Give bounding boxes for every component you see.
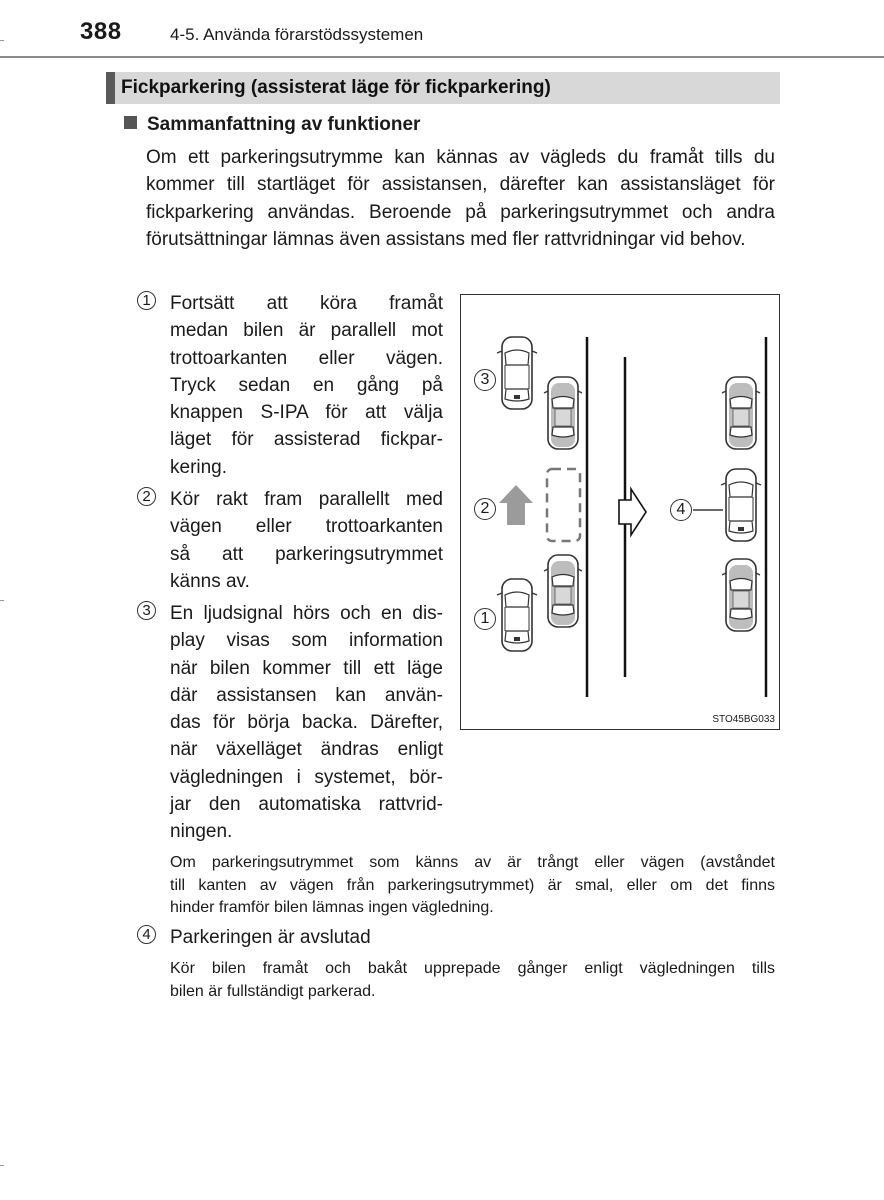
own-car-position-3 xyxy=(497,337,537,409)
forward-arrow-icon xyxy=(499,485,533,525)
parked-car xyxy=(544,377,582,449)
diagram-label-3: 3 xyxy=(474,369,496,391)
step-number-badge: 4 xyxy=(137,925,156,944)
note-step-3: Om parkeringsutrymmet som känns av är trångt eller vägen (avståndet till kanten av vägen från parkeringsutrymmet) är smal, eller om det finns hinder framför bilen lämnas ingen vägledning. xyxy=(170,854,775,916)
step-3-text: En ljudsignal hörs och en dis- play visas som information när bilen kommer till ett läge där assistansen kan använ- das för börja backa. Därefter, när växelläget ändras enligt vägledningen i systemet, bör- jar den automatiska rattvrid- ningen. xyxy=(170,603,443,843)
page-number: 388 xyxy=(80,18,122,45)
summary-heading-text: Sammanfattning av funktioner xyxy=(147,114,421,135)
diagram-label-4: 4 xyxy=(670,499,692,521)
transition-arrow-icon xyxy=(619,489,646,535)
header-rule xyxy=(0,56,884,58)
note-step-4: Kör bilen framåt och bakåt upprepade gånger enligt vägledningen tills bilen är fullständigt parkerad. xyxy=(170,960,775,1000)
step-number-badge: 3 xyxy=(137,601,156,620)
own-car-position-1 xyxy=(497,579,537,651)
step-number-badge: 1 xyxy=(137,291,156,310)
parking-space-outline xyxy=(547,469,580,541)
parked-car xyxy=(722,377,760,449)
step-2-text: Kör rakt fram parallellt med vägen eller trottoarkanten så att parkeringsutrymmet känns av. xyxy=(170,489,443,592)
margin-tick xyxy=(0,40,4,41)
summary-intro: Om ett parkeringsutrymme kan kännas av vägleds du framåt tills du kommer till startläget för assistansen, därefter kan assistansläget för fickparkering användas. Beroende på parkeringsutrymmet och andra förutsättningar lämnas även assistans med fler rattvridningar vid behov. xyxy=(146,147,775,251)
diagram-label-2: 2 xyxy=(474,498,496,520)
chapter-title: 4-5. Använda förarstödssystemen xyxy=(170,25,424,44)
own-car-parked-position-4 xyxy=(721,469,761,541)
parking-diagram xyxy=(460,294,780,730)
step-1-text: Fortsätt att köra framåt medan bilen är parallell mot trottoarkanten eller vägen. Tryck sedan en gång på knappen S-IPA för att välja läget för assisterad fickpar- kering. xyxy=(170,293,443,478)
section-heading xyxy=(106,72,780,104)
parked-car xyxy=(722,559,760,631)
diagram-label-1: 1 xyxy=(474,608,496,630)
step-number-badge: 2 xyxy=(137,487,156,506)
section-title: Fickparkering (assisterat läge för fickparkering) xyxy=(121,77,551,98)
square-bullet-icon xyxy=(124,116,137,129)
summary-heading xyxy=(124,114,420,136)
step-4-text: Parkeringen är avslutad xyxy=(170,927,371,948)
parking-diagram-graphic xyxy=(461,295,779,729)
margin-tick xyxy=(0,1165,4,1166)
margin-tick xyxy=(0,600,4,601)
parked-car xyxy=(544,555,582,627)
figure-code: STO45BG033 xyxy=(712,714,775,725)
section-heading-bar xyxy=(106,72,115,104)
